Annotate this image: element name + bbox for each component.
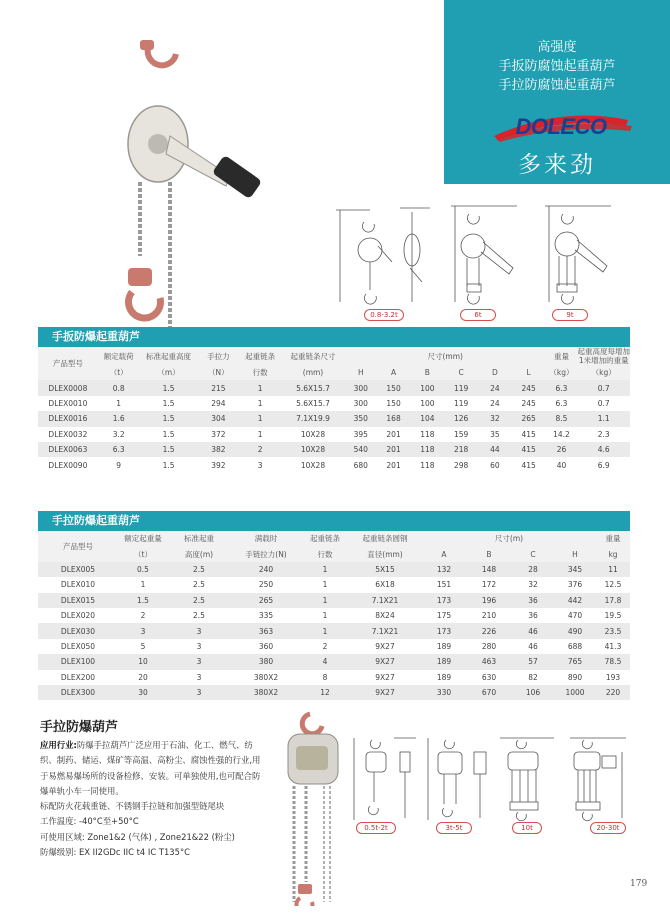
table-cell: 376 <box>567 580 583 590</box>
table-cell: 119 <box>453 398 469 408</box>
header-banner <box>444 0 670 184</box>
table-row <box>38 562 630 577</box>
table-cell: 132 <box>422 562 466 577</box>
dim-a: A <box>377 365 411 380</box>
lever-header-row-2 <box>38 365 630 380</box>
table-cell: 463 <box>466 654 512 669</box>
table-cell: 2.5 <box>193 611 205 621</box>
table-cell: DLEX030 <box>38 623 118 638</box>
table-cell: 890 <box>567 672 583 682</box>
table-cell: 2.5 <box>168 593 230 608</box>
table-cell: 1 <box>302 593 348 608</box>
table-cell: 17.8 <box>596 593 630 608</box>
table-cell: 490 <box>554 623 596 638</box>
table-cell: 415 <box>521 460 536 470</box>
chain-table-body <box>38 562 630 701</box>
chain-sketch-mid <box>424 732 494 824</box>
table-cell: 6.9 <box>597 460 610 470</box>
table-cell: 1 <box>302 562 348 577</box>
table-cell: 201 <box>386 460 401 470</box>
table-cell: 1.5 <box>118 593 168 608</box>
table-row <box>38 396 630 411</box>
table-cell: 382 <box>197 442 239 457</box>
table-cell: 9X27 <box>375 672 395 682</box>
table-cell: 78.5 <box>596 654 630 669</box>
chain-header-row-2 <box>38 546 630 561</box>
table-cell: 23.5 <box>596 623 630 638</box>
table-cell: 189 <box>436 672 452 682</box>
table-cell: 392 <box>211 460 226 470</box>
table-row <box>38 427 630 442</box>
c-unit-t: （t） <box>118 546 168 561</box>
lever-section-title: 手扳防爆起重葫芦 <box>38 327 630 347</box>
table-cell: 126 <box>444 411 478 426</box>
table-cell: 189 <box>436 641 452 651</box>
table-cell: DLEX0090 <box>48 460 88 470</box>
table-cell: 1.5 <box>162 398 175 408</box>
table-cell: DLEX050 <box>60 641 96 651</box>
c-col-dims: 尺寸(m) <box>422 531 596 546</box>
table-cell: DLEX0016 <box>38 411 98 426</box>
c-unit-m: 高度(m) <box>168 546 230 561</box>
table-cell: 250 <box>258 580 274 590</box>
table-cell: DLEX100 <box>38 654 118 669</box>
table-cell: DLEX020 <box>60 611 96 621</box>
table-cell: 0.5 <box>118 562 168 577</box>
table-cell: 215 <box>197 380 239 395</box>
header-line-3: 手拉防腐蚀起重葫芦 <box>498 78 616 93</box>
table-cell: 82 <box>528 672 538 682</box>
col-falls: 起重链条 <box>239 347 281 365</box>
table-cell: 168 <box>377 411 411 426</box>
spec-line-ex: 防爆级别: EX II2GDc IIC t4 IC T135°C <box>40 847 190 858</box>
table-cell: 24 <box>478 380 512 395</box>
unit-t: （t） <box>98 365 140 380</box>
unit-falls: 行数 <box>239 365 281 380</box>
lever-hoist-photo <box>110 36 270 331</box>
table-cell: 1.5 <box>140 442 198 457</box>
table-row <box>38 639 630 654</box>
table-cell: 11 <box>596 562 630 577</box>
table-cell: 5.6X15.7 <box>281 380 345 395</box>
table-cell: 201 <box>386 429 401 439</box>
unit-m: （m） <box>140 365 198 380</box>
table-cell: 12 <box>302 685 348 700</box>
table-cell: 0.7 <box>597 398 610 408</box>
lever-spec-table <box>38 347 630 473</box>
chain-sketch-small <box>350 732 420 824</box>
table-row <box>38 380 630 395</box>
table-cell: 298 <box>453 460 469 470</box>
table-cell: 442 <box>554 593 596 608</box>
col-extra-l1: 起重高度每增加 <box>577 347 630 356</box>
c-col-model: 产品型号 <box>38 531 118 562</box>
table-cell: 300 <box>345 380 377 395</box>
c-dim-c: C <box>512 546 554 561</box>
table-cell: 1.1 <box>577 411 630 426</box>
hand-chain-title: 手拉防爆葫芦 <box>40 720 119 735</box>
table-cell: 8.5 <box>546 411 578 426</box>
table-cell: 1000 <box>554 685 596 700</box>
table-cell: 330 <box>422 685 466 700</box>
table-cell: 210 <box>481 611 497 621</box>
table-cell: 46 <box>528 641 538 651</box>
table-cell: 60 <box>490 460 500 470</box>
table-cell: 2 <box>140 611 146 621</box>
c-col-pull: 满载时 <box>230 531 302 546</box>
sketch-tag-lever-2: 6t <box>460 309 496 321</box>
table-cell: 14.2 <box>553 429 570 439</box>
table-cell: 36 <box>512 593 554 608</box>
table-cell: 100 <box>410 380 444 395</box>
table-cell: 380 <box>230 654 302 669</box>
table-cell: 9 <box>116 460 122 470</box>
c-unit-mm: 直径(mm) <box>348 546 422 561</box>
spec-line-temp: 工作温度: -40°C至+50°C <box>40 816 139 827</box>
col-model: 产品型号 <box>38 347 98 380</box>
table-cell: 150 <box>377 380 411 395</box>
table-row <box>38 608 630 623</box>
table-cell: 7.1X19.9 <box>281 411 345 426</box>
chain-header-row-1 <box>38 531 630 546</box>
table-cell: 100 <box>420 398 435 408</box>
hand-chain-description <box>40 738 268 860</box>
table-cell: 360 <box>258 641 274 651</box>
table-cell: DLEX0063 <box>38 442 98 457</box>
table-cell: 8X24 <box>375 611 395 621</box>
table-cell: 189 <box>422 654 466 669</box>
table-cell: 1 <box>302 623 348 638</box>
table-cell: 1.5 <box>140 380 198 395</box>
sketch-tag-lever-3: 9t <box>552 309 588 321</box>
table-row <box>38 411 630 426</box>
c-col-load: 额定起重量 <box>118 531 168 546</box>
table-cell: 300 <box>353 398 368 408</box>
dim-c: C <box>444 365 478 380</box>
table-cell: 28 <box>512 562 554 577</box>
dim-h: H <box>345 365 377 380</box>
table-row <box>38 685 630 700</box>
table-cell: 6.3 <box>98 442 140 457</box>
table-cell: 1 <box>239 411 281 426</box>
table-cell: 395 <box>353 429 368 439</box>
c-col-weight: 重量 <box>596 531 630 546</box>
c-unit-n: 手链拉力(N) <box>230 546 302 561</box>
dim-d: D <box>478 365 512 380</box>
lever-sketch-9t <box>541 202 617 310</box>
dim-b: B <box>410 365 444 380</box>
table-cell: 1 <box>322 580 328 590</box>
header-lines <box>444 38 670 95</box>
table-cell: 106 <box>512 685 554 700</box>
table-cell: 7.1X21 <box>348 593 422 608</box>
table-row <box>38 593 630 608</box>
table-cell: 540 <box>345 442 377 457</box>
c-dim-a: A <box>422 546 466 561</box>
table-cell: 159 <box>453 429 469 439</box>
unit-n: （N） <box>197 365 239 380</box>
col-lift: 标准起重高度 <box>140 347 198 365</box>
table-cell: DLEX015 <box>38 593 118 608</box>
header-line-1: 高强度 <box>537 40 577 55</box>
c-unit-falls: 行数 <box>302 546 348 561</box>
table-cell: 40 <box>556 460 567 470</box>
table-cell: 0.7 <box>577 380 630 395</box>
table-cell: 10X28 <box>300 460 326 470</box>
c-dim-h: H <box>554 546 596 561</box>
table-cell: 6.3 <box>555 398 568 408</box>
table-cell: 350 <box>345 411 377 426</box>
table-cell: 46 <box>512 623 554 638</box>
table-cell: 415 <box>512 442 546 457</box>
table-cell: 1 <box>257 398 263 408</box>
table-cell: 26 <box>546 442 578 457</box>
table-cell: 220 <box>596 685 630 700</box>
table-row <box>38 442 630 457</box>
table-cell: 151 <box>436 580 452 590</box>
table-cell: 3 <box>196 672 202 682</box>
industry-label: 应用行业: <box>40 740 77 750</box>
table-cell: DLEX300 <box>38 685 118 700</box>
table-cell: 335 <box>258 611 274 621</box>
c-col-chain: 起重链条圆钢 <box>348 531 422 546</box>
table-cell: 24 <box>490 398 500 408</box>
table-cell: 119 <box>444 380 478 395</box>
table-cell: 372 <box>211 429 226 439</box>
col-dims: 尺寸(mm) <box>345 347 546 365</box>
sketch-tag-chain-3: 10t <box>512 822 542 834</box>
table-cell: DLEX0008 <box>38 380 98 395</box>
table-cell: 6.3 <box>546 380 578 395</box>
col-weight: 重量 <box>546 347 578 365</box>
table-cell: DLEX0010 <box>48 398 88 408</box>
table-cell: 670 <box>466 685 512 700</box>
table-row <box>38 577 630 592</box>
c-unit-kg: kg <box>596 546 630 561</box>
table-cell: 1.5 <box>162 429 175 439</box>
table-cell: 688 <box>567 641 583 651</box>
c-col-falls: 起重链条 <box>302 531 348 546</box>
lever-header-row-1 <box>38 347 630 365</box>
unit-kg-extra: （kg） <box>577 365 630 380</box>
chain-sketch-10t <box>496 732 558 824</box>
table-cell: 265 <box>512 411 546 426</box>
table-cell: 1.5 <box>140 411 198 426</box>
table-cell: DLEX010 <box>60 580 96 590</box>
dim-l: L <box>512 365 546 380</box>
table-cell: 20 <box>138 672 148 682</box>
table-cell: 5.6X15.7 <box>296 398 330 408</box>
header-line-2: 手扳防腐蚀起重葫芦 <box>498 59 616 74</box>
brand-chinese: 多来劲 <box>518 152 596 178</box>
c-col-lift: 标准起重 <box>168 531 230 546</box>
table-cell: 3 <box>168 623 230 638</box>
table-cell: 19.5 <box>604 611 622 621</box>
lever-table-body <box>38 380 630 472</box>
table-cell: 201 <box>377 442 411 457</box>
table-cell: 0.8 <box>98 380 140 395</box>
industry-text: 防爆手拉葫芦广泛应用于石油、化工、燃气、纺织、制药、储运、煤矿等高温、高粉尘、腐蚀性强的行业,用于易燃易爆场所的设备检修、安装。可单独使用,也可配合防爆单轨小车一同使用。 <box>40 740 261 796</box>
table-cell: 173 <box>422 623 466 638</box>
table-cell: 3 <box>168 685 230 700</box>
chain-section-title: 手拉防爆起重葫芦 <box>38 511 630 531</box>
table-row <box>38 457 630 472</box>
lever-sketch-6t <box>447 202 523 310</box>
table-cell: 41.3 <box>604 641 622 651</box>
table-cell: 150 <box>386 398 401 408</box>
table-cell: 35 <box>490 429 500 439</box>
table-cell: 9X27 <box>348 654 422 669</box>
col-load: 额定载荷 <box>98 347 140 365</box>
spec-line-chain: 标配防火花载重链、不锈钢手拉链和加强型链尾块 <box>40 801 225 812</box>
table-cell: 280 <box>481 641 497 651</box>
table-cell: 36 <box>528 611 538 621</box>
table-cell: 1 <box>140 580 146 590</box>
col-chain: 起重链条尺寸 <box>281 347 345 365</box>
table-row <box>38 654 630 669</box>
table-cell: 173 <box>422 593 466 608</box>
table-cell: 193 <box>605 672 621 682</box>
table-row <box>38 670 630 685</box>
c-dim-b: B <box>466 546 512 561</box>
table-cell: 6X18 <box>375 580 395 590</box>
table-cell: 245 <box>512 380 546 395</box>
col-pull: 手拉力 <box>197 347 239 365</box>
chain-sketch-20t <box>566 732 630 824</box>
table-cell: 3 <box>118 623 168 638</box>
table-cell: 630 <box>481 672 497 682</box>
table-cell: 3 <box>196 641 202 651</box>
table-cell: 10X28 <box>281 442 345 457</box>
table-cell: DLEX200 <box>60 672 96 682</box>
table-cell: 118 <box>410 442 444 457</box>
table-cell: 2.5 <box>193 580 205 590</box>
table-cell: 9X27 <box>375 641 395 651</box>
table-cell: 12.5 <box>604 580 622 590</box>
table-cell: 3 <box>168 654 230 669</box>
table-cell: 1.5 <box>162 460 175 470</box>
unit-mm: (mm) <box>281 365 345 380</box>
table-cell: 345 <box>554 562 596 577</box>
table-cell: 30 <box>118 685 168 700</box>
table-cell: 32 <box>528 580 538 590</box>
table-cell: 765 <box>554 654 596 669</box>
table-cell: 10 <box>118 654 168 669</box>
doleco-logo <box>486 112 636 142</box>
table-cell: DLEX005 <box>38 562 118 577</box>
table-cell: 1 <box>116 398 122 408</box>
table-cell: 245 <box>521 398 536 408</box>
table-cell: 1 <box>322 611 328 621</box>
table-cell: 2 <box>322 641 328 651</box>
table-cell: 1 <box>239 380 281 395</box>
table-cell: 9X27 <box>348 685 422 700</box>
unit-kg: （kg） <box>546 365 578 380</box>
table-cell: 104 <box>410 411 444 426</box>
table-cell: DLEX0032 <box>48 429 88 439</box>
table-cell: 57 <box>512 654 554 669</box>
sketch-tag-lever-1: 0.8-3.2t <box>364 309 404 321</box>
table-cell: 5X15 <box>348 562 422 577</box>
chain-spec-table <box>38 531 630 700</box>
table-cell: 218 <box>444 442 478 457</box>
table-cell: 380X2 <box>230 685 302 700</box>
table-cell: 1.6 <box>98 411 140 426</box>
table-cell: 2.5 <box>168 562 230 577</box>
spec-line-zone: 可使用区域: Zone1&2 (气体) , Zone21&22 (粉尘) <box>40 831 235 842</box>
table-cell: 415 <box>521 429 536 439</box>
table-row <box>38 623 630 638</box>
lever-sketch-small <box>330 202 436 310</box>
table-cell: 172 <box>481 580 497 590</box>
table-cell: 294 <box>211 398 226 408</box>
table-cell: 2.3 <box>597 429 610 439</box>
table-cell: 196 <box>466 593 512 608</box>
table-cell: 240 <box>230 562 302 577</box>
table-cell: 470 <box>567 611 583 621</box>
table-cell: 380X2 <box>253 672 279 682</box>
sketch-tag-chain-2: 3t-5t <box>436 822 472 834</box>
table-cell: 10X28 <box>300 429 326 439</box>
table-cell: 118 <box>420 460 435 470</box>
table-cell: 265 <box>230 593 302 608</box>
table-cell: 5 <box>140 641 146 651</box>
table-cell: 2 <box>239 442 281 457</box>
table-cell: 4.6 <box>577 442 630 457</box>
table-cell: 32 <box>478 411 512 426</box>
table-cell: 680 <box>353 460 368 470</box>
table-cell: 4 <box>302 654 348 669</box>
table-cell: 8 <box>322 672 328 682</box>
sketch-tag-chain-4: 20-30t <box>590 822 626 834</box>
table-cell: 3 <box>257 460 263 470</box>
table-cell: 44 <box>478 442 512 457</box>
logo-text: DOLECO <box>515 114 607 139</box>
table-cell: 363 <box>230 623 302 638</box>
table-cell: 3.2 <box>112 429 125 439</box>
table-cell: 226 <box>466 623 512 638</box>
col-extra-l2: 1米增加的重量 <box>578 356 629 365</box>
sketch-tag-chain-1: 0.5t-2t <box>356 822 396 834</box>
col-extra <box>577 347 630 365</box>
table-cell: 148 <box>466 562 512 577</box>
table-cell: 118 <box>420 429 435 439</box>
table-cell: 1 <box>257 429 263 439</box>
chain-hoist-photo <box>280 706 342 906</box>
table-cell: 175 <box>436 611 452 621</box>
table-cell: 304 <box>197 411 239 426</box>
table-cell: 7.1X21 <box>348 623 422 638</box>
page-number: 179 <box>630 879 648 889</box>
industry-paragraph <box>40 738 268 799</box>
